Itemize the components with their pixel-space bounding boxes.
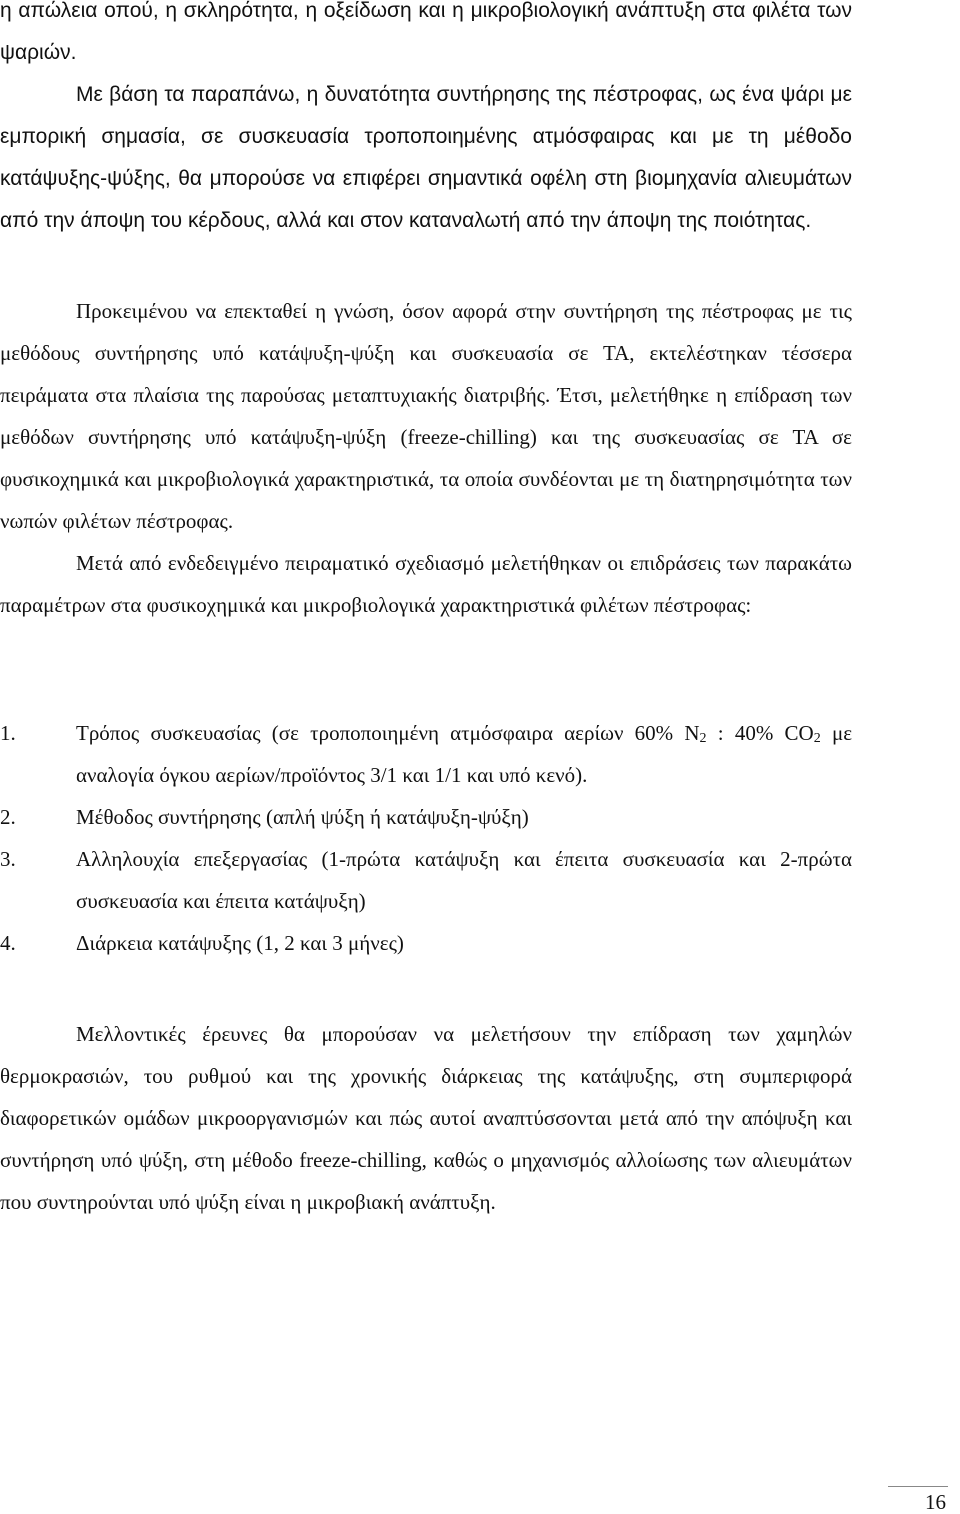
page-number: 16: [925, 1490, 946, 1514]
list-item-freezing-duration: [0, 922, 852, 964]
list-item-text: Τρόπος συσκευασίας (σε τροποποιημένη ατμόσφαιρα αερίων 60% $N_2$ : 40% $CO_2$ με αναλογία όγκου αερίων/προϊόντος 3/1 και 1/1 και υπό κενό).: [76, 721, 853, 787]
list-item-number: 1.: [0, 721, 16, 745]
sans-text-block: [0, 0, 852, 242]
list-item-text: Διάρκεια κατάψυξης (1, 2 και 3 μήνες): [76, 931, 404, 955]
list-item-preservation-method: [0, 796, 852, 838]
paragraph-future-research: Μελλοντικές έρευνες θα μπορούσαν να μελετήσουν την επίδραση των χαμηλών θερμοκρασιών, του ρυθμού και της χρονικής διάρκειας της κατάψυξης, στη συμπεριφορά διαφορετικών ομάδων μικροοργανισμών και πώς αυτοί αναπτύσσονται μετά από την απόψυξη και συντήρηση υπό ψύξη, στη μέθοδο freeze-chilling, καθώς ο μηχανισμός αλλοίωσης των αλιευμάτων που συντηρούνται υπό ψύξη είναι η μικροβιακή ανάπτυξη.: [0, 1022, 852, 1214]
paragraph-experiments: Προκειμένου να επεκταθεί η γνώση, όσον αφορά στην συντήρηση της πέστροφας με τις μεθόδους συντήρησης υπό κατάψυξη-ψύξη και συσκευασία σε ΤΑ, εκτελέστηκαν τέσσερα πειράματα στα πλαίσια της παρούσας μεταπτυχιακής διατριβής. Έτσι, μελετήθηκε η επίδραση των μεθόδων συντήρησης υπό κατάψυξη-ψύξη (freeze-chilling) και της συσκευασίας σε ΤΑ σε φυσικοχημικά και μικροβιολογικά χαρακτηριστικά, τα οποία συνδέονται με τη διατηρησιμότητα των νωπών φιλέτων πέστροφας.: [0, 299, 852, 533]
list-item-text: Αλληλουχία επεξεργασίας (1-πρώτα κατάψυξη και έπειτα συσκευασία και 2-πρώτα συσκευασία και έπειτα κατάψυξη): [76, 847, 852, 913]
list-item-packaging: [0, 712, 852, 796]
list-item-number: 4.: [0, 931, 16, 955]
paragraph-continuation: η απώλεια οπού, η σκληρότητα, η οξείδωση και η μικροβιολογική ανάπτυξη στα φιλέτα των ψαριών.: [0, 0, 852, 64]
list-item-number: 2.: [0, 805, 16, 829]
serif-text-block: [0, 290, 852, 626]
paragraph-parameters-intro: Μετά από ενδεδειγμένο πειραματικό σχεδιασμό μελετήθηκαν οι επιδράσεις των παρακάτω παραμέτρων στα φυσικοχημικά και μικροβιολογικά χαρακτηριστικά φιλέτων πέστροφας:: [0, 551, 852, 617]
footer-divider: [888, 1486, 948, 1487]
list-item-text: Μέθοδος συντήρησης (απλή ψύξη ή κατάψυξη-ψύξη): [76, 805, 529, 829]
paragraph-trout-preservation: Με βάση τα παραπάνω, η δυνατότητα συντήρησης της πέστροφας, ως ένα ψάρι με εμπορική σημασία, σε συσκευασία τροποποιημένης ατμόσφαιρας και με τη μέθοδο κατάψυξης-ψύξης, θα μπορούσε να επιφέρει σημαντικά οφέλη στη βιομηχανία αλιευμάτων από την άποψη του κέρδους, αλλά και στον καταναλωτή από την άποψη της ποιότητας.: [0, 83, 852, 232]
list-item-processing-sequence: [0, 838, 852, 922]
list-item-number: 3.: [0, 847, 16, 871]
